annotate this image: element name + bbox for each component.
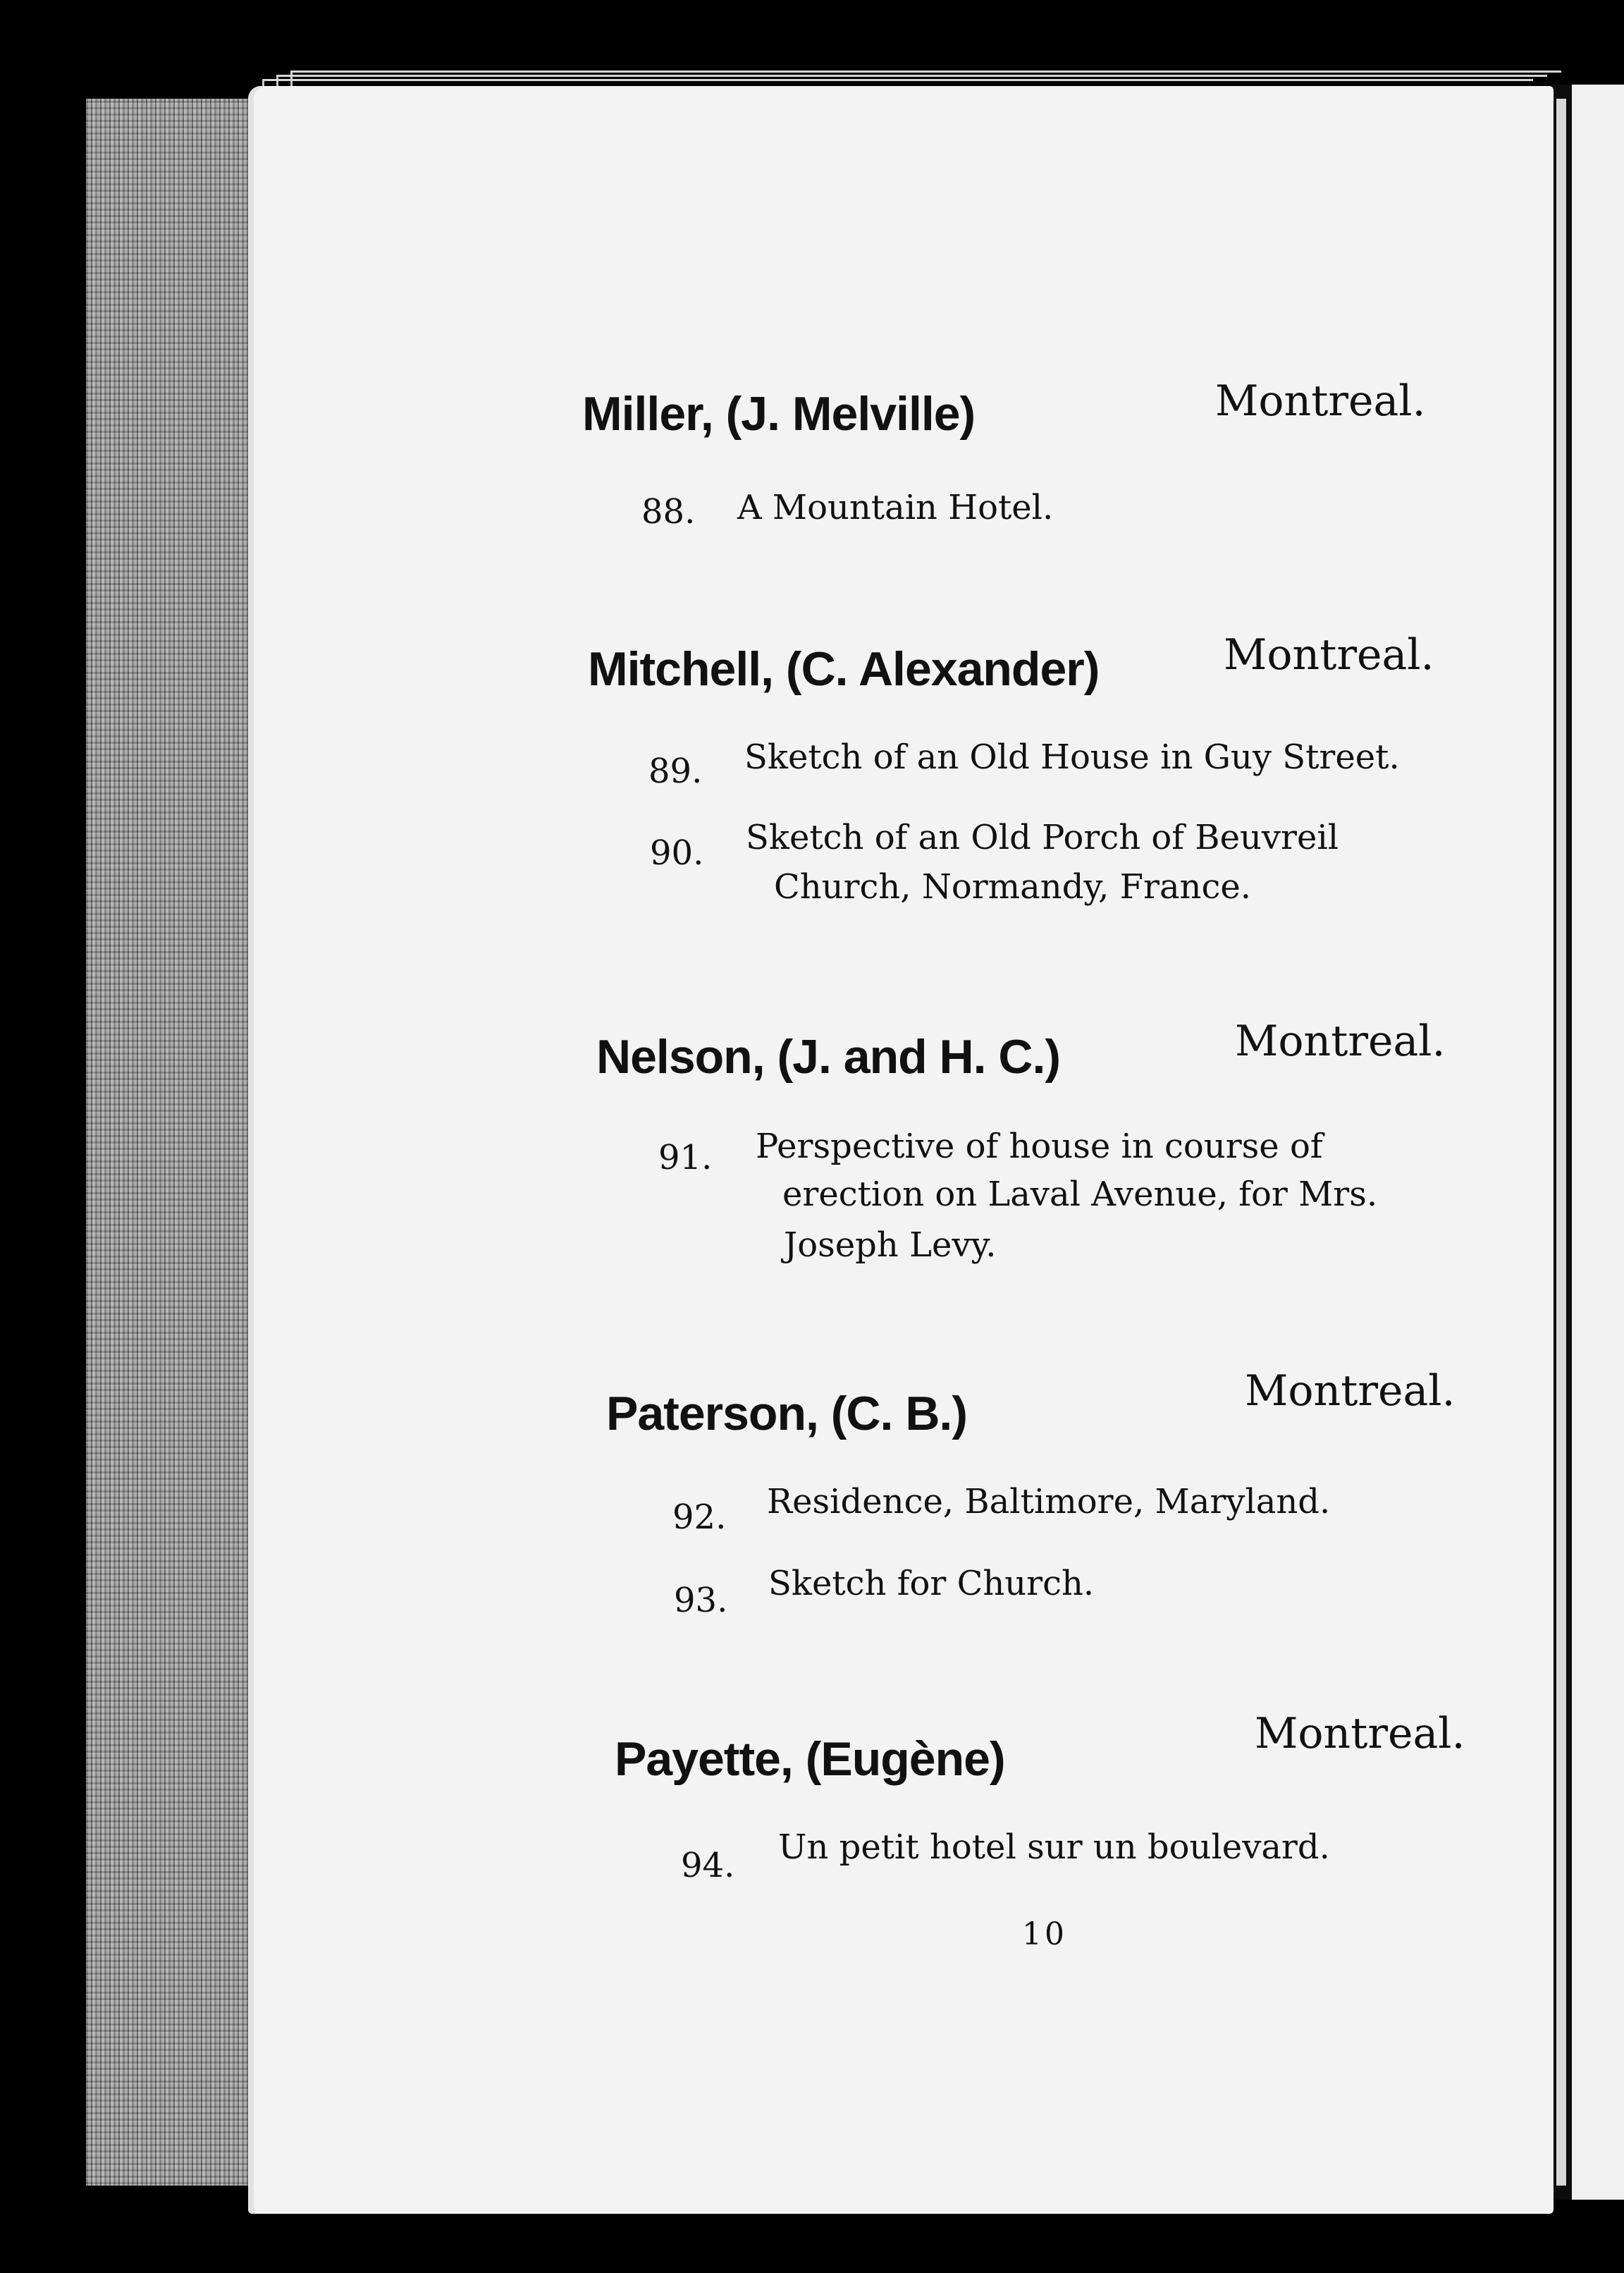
entry-title-continued: Joseph Levy.: [784, 1225, 997, 1265]
artist-name: Nelson, (J. and H. C.): [596, 1030, 1061, 1084]
entry-title: Sketch for Church.: [768, 1564, 1095, 1603]
entry-number: 91.: [658, 1138, 713, 1177]
entry-title-continued: Church, Normandy, France.: [774, 867, 1252, 907]
entry-number: 90.: [650, 833, 704, 873]
book-binding-edge: [86, 99, 269, 2186]
entry-title: Un petit hotel sur un boulevard.: [778, 1827, 1330, 1867]
entry-title: Sketch of an Old Porch of Beuvreil: [746, 818, 1339, 857]
entry-title: A Mountain Hotel.: [737, 488, 1054, 527]
entry-title: Sketch of an Old House in Guy Street.: [744, 737, 1400, 777]
entry-title: Perspective of house in course of: [756, 1127, 1323, 1166]
entry-number: 93.: [674, 1581, 728, 1620]
artist-city: Montreal.: [1255, 1709, 1465, 1758]
artist-city: Montreal.: [1245, 1366, 1456, 1416]
artist-city: Montreal.: [1235, 1017, 1446, 1066]
entry-number: 88.: [641, 492, 696, 532]
facing-page-edge: [1551, 85, 1624, 2200]
artist-name: Payette, (Eugène): [615, 1732, 1005, 1786]
entry-number: 94.: [681, 1846, 735, 1885]
page-number: 10: [1022, 1916, 1067, 1952]
artist-city: Montreal.: [1215, 376, 1426, 426]
artist-name: Mitchell, (C. Alexander): [588, 642, 1100, 696]
entry-number: 92.: [672, 1497, 727, 1537]
entry-title: Residence, Baltimore, Maryland.: [767, 1482, 1331, 1521]
entry-title-continued: erection on Laval Avenue, for Mrs.: [782, 1175, 1378, 1214]
entry-number: 89.: [648, 752, 703, 791]
artist-name: Paterson, (C. B.): [606, 1387, 967, 1440]
artist-city: Montreal.: [1224, 630, 1434, 680]
artist-name: Miller, (J. Melville): [582, 387, 976, 441]
